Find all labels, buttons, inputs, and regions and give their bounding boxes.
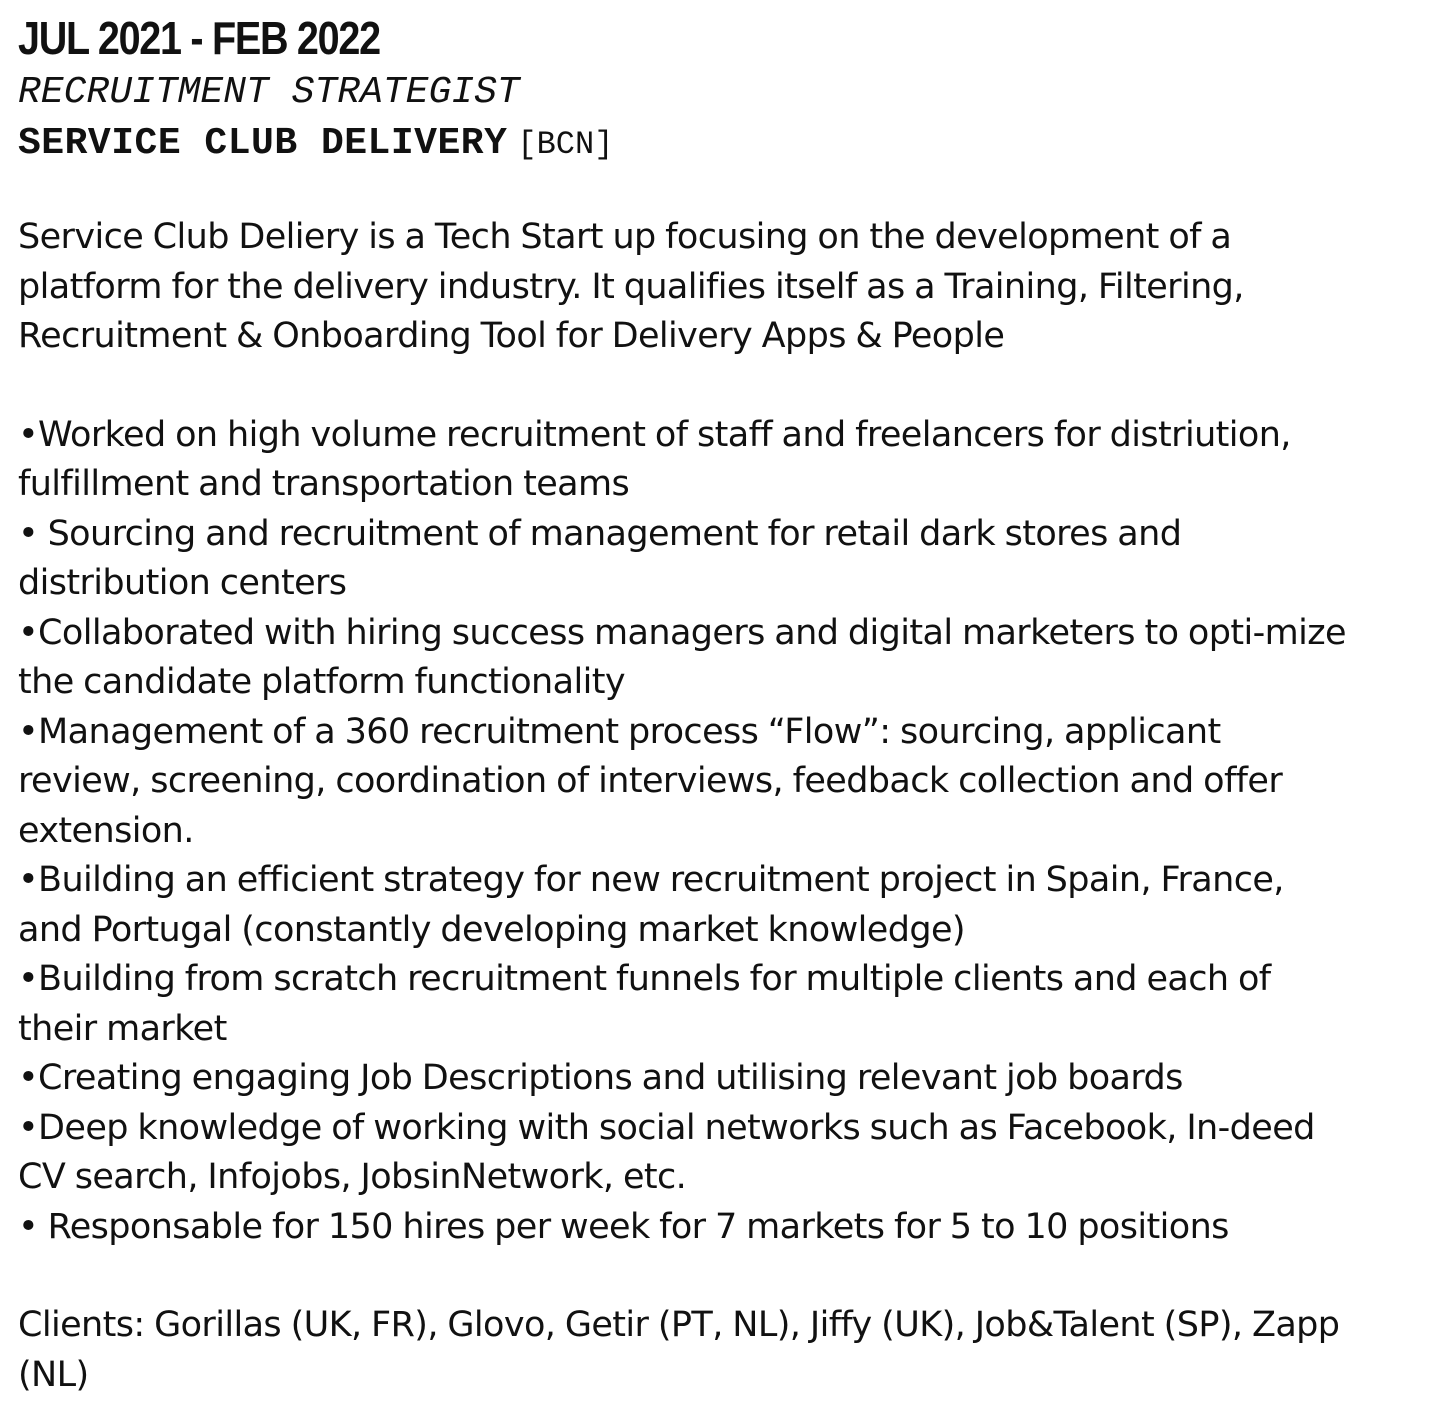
job-title: RECRUITMENT STRATEGIST [18,71,520,114]
company-line [18,120,1422,173]
responsibility-item: • Responsable for 150 hires per week for 7 markets for 5 to 10 positions [18,1206,1229,1247]
responsibility-item: • Sourcing and recruitment of management for retail dark stores and distribution centers [18,513,1182,603]
responsibility-item: •Management of a 360 recruitment process “Flow”: sourcing, applicant review, screening, coordination of interviews, feedback collection and offer extension. [18,711,1283,851]
clients-list: Clients: Gorillas (UK, FR), Glovo, Getir (PT, NL), Jiffy (UK), Job&Talent (SP), Zapp (NL) [18,1305,1340,1395]
responsibility-item: •Building from scratch recruitment funnels for multiple clients and each of their market [18,959,1271,1049]
responsibility-item: •Building an efficient strategy for new recruitment project in Spain, France, and Portugal (constantly developing market knowledge) [18,860,1284,950]
responsibility-item: •Collaborated with hiring success managers and digital marketers to opti-mize the candidate platform functionality [18,612,1346,702]
employment-period: JUL 2021 - FEB 2022 [18,12,380,64]
company-name: SERVICE CLUB DELIVERY [18,122,508,165]
responsibility-item: •Creating engaging Job Descriptions and utilising relevant job boards [18,1058,1183,1098]
company-description: Service Club Deliery is a Tech Start up focusing on the development of a platform for the delivery industry. It qualifies itself as a Training, Filtering, Recruitment & Onboarding Tool for Delivery Apps & People [18,217,1244,356]
responsibilities-list [18,411,1348,1253]
company-location: [BCN] [517,126,614,163]
responsibility-item: •Worked on high volume recruitment of staff and freelancers for distriution, fulfillment and transportation teams [18,414,1291,504]
responsibility-item: •Deep knowledge of working with social networks such as Facebook, In-deed CV search, Infojobs, JobsinNetwork, etc. [18,1107,1315,1197]
